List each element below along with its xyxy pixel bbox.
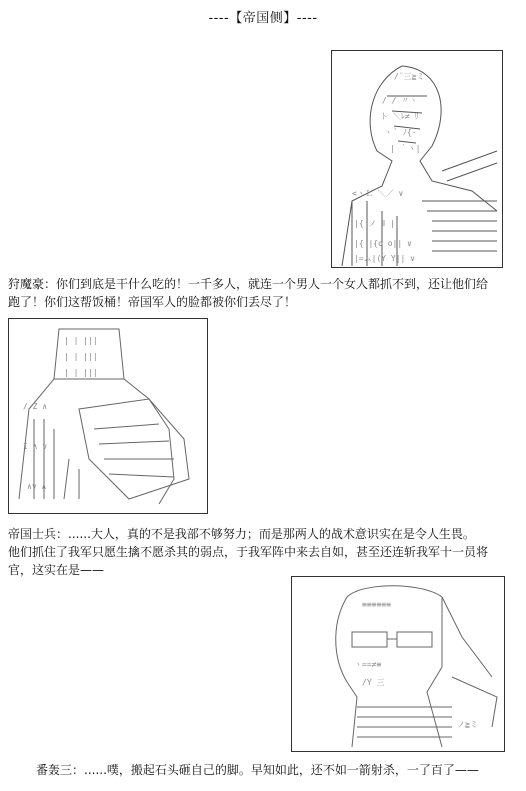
ascii-art-panel-bancho: [291, 576, 505, 752]
svg-text:/ Z ∧: / Z ∧: [23, 402, 48, 411]
ascii-art-panel-soldier: [8, 318, 208, 514]
ascii-art-panel-commander: [331, 50, 503, 268]
svg-text:/ / 〃ヽ: / / 〃ヽ: [382, 96, 418, 105]
dialogue-line: 帝国士兵：......大人，真的不是我部不够努力；而是那两人的战术意识实在是令人生畏。: [8, 527, 475, 541]
svg-text:/¨三≧ミ: /¨三≧ミ: [394, 72, 425, 81]
bancho-figure-art: [292, 577, 504, 751]
svg-text:ヽ==≠≡: ヽ==≠≡: [354, 660, 382, 669]
dialogue-line: 跑了！你们这帮饭桶！帝国军人的脸都被你们丢尽了！: [8, 295, 297, 309]
svg-text:| | |||: | | |||: [64, 368, 98, 377]
svg-text:| ｀ヽ|: | ｀ヽ|: [390, 144, 421, 153]
svg-text:≡≡≡≡≡≡: ≡≡≡≡≡≡: [362, 600, 391, 609]
svg-text:ト ＼ﾚ≠ ﾘ: ト ＼ﾚ≠ ﾘ: [380, 112, 419, 121]
dialogue-line: 番轰三：......噗，搬起石头砸自己的脚。早知如此，还不如一箭射杀，一了百了——: [36, 763, 479, 777]
svg-text:∧∨ ∧: ∧∨ ∧: [27, 482, 47, 491]
section-title: ----【帝国侧】----: [208, 11, 318, 26]
svg-text:| | |||: | | |||: [64, 336, 98, 345]
svg-text:/Y 三: /Y 三: [362, 678, 385, 687]
dialogue-line: 官，这实在是——: [8, 563, 105, 577]
dialogue-line: 他们抓住了我军只愿生擒不愿杀其的弱点，于我军阵中来去自如，甚至还连斩我军十一员将: [8, 545, 489, 559]
svg-text:| | |||: | | |||: [64, 352, 98, 361]
svg-text:|=ム|(Y Y|| ∨: |=ム|(Y Y|| ∨: [354, 254, 415, 263]
svg-text:|{ ノ Ⅱ ||: |{ ノ Ⅱ ||: [354, 219, 400, 228]
svg-text:<ヽＬ ＼／ ∨: <ヽＬ ＼／ ∨: [352, 189, 404, 198]
dialogue-line: 狩魔豪：你们到底是干什么吃的！一千多人，就连一个男人一个女人都抓不到，还让他们给: [8, 277, 489, 291]
soldier-figure-art: [9, 319, 207, 513]
commander-figure-art: [332, 51, 502, 267]
svg-text:ノ≧ミ: ノ≧ミ: [457, 720, 478, 729]
svg-text:I ∧ ∨: I ∧ ∨: [23, 442, 48, 451]
svg-text:ヽ ﾞ ﾉ{‐: ヽ ﾞ ﾉ{‐: [384, 128, 417, 137]
svg-text:|{ |{o o|| ∨: |{ |{o o|| ∨: [354, 239, 412, 248]
